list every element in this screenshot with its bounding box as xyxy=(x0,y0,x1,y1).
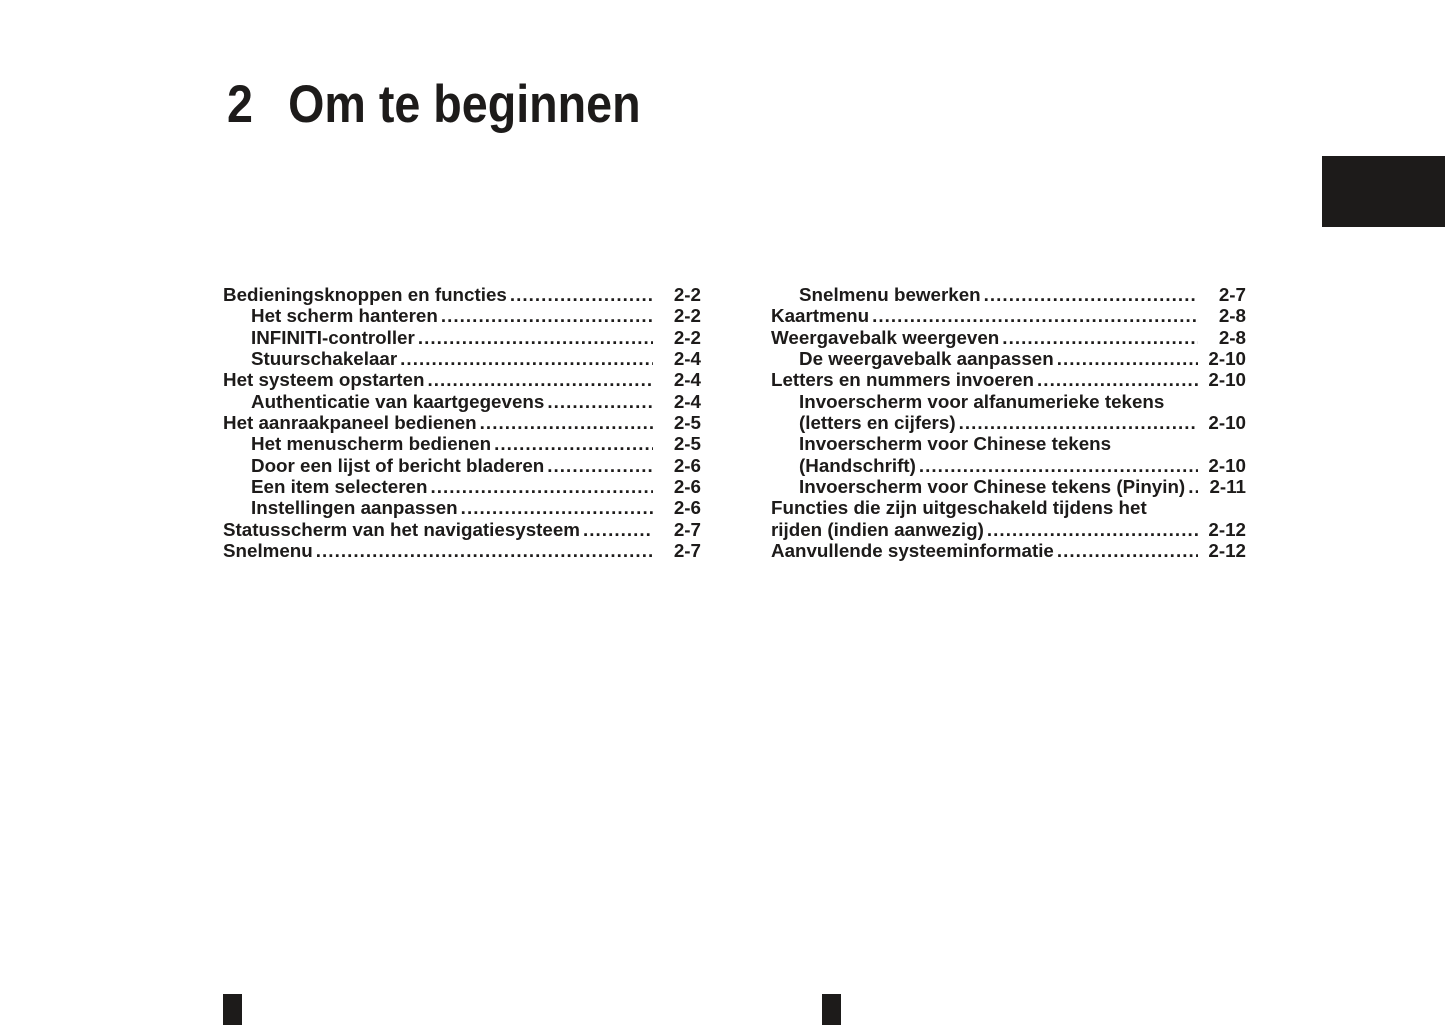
dot-leader xyxy=(461,497,653,518)
toc-entry-label: Snelmenu bewerken xyxy=(799,284,981,305)
dot-leader xyxy=(494,433,653,454)
dot-leader xyxy=(1002,327,1198,348)
toc-entry-label: Het systeem opstarten xyxy=(223,369,425,391)
toc-entry xyxy=(223,348,701,369)
toc-entry-label: Statusscherm van het navigatiesysteem xyxy=(223,518,580,540)
toc-entry xyxy=(771,369,1246,390)
toc-entry xyxy=(223,412,701,433)
toc-entry-label: Weergavebalk weergeven xyxy=(771,326,1000,348)
toc-entry-page: 2-5 xyxy=(673,433,701,455)
toc-entry-label: Letters en nummers invoeren xyxy=(771,369,1035,391)
toc-entry-page: 2-2 xyxy=(673,305,701,327)
toc-entry xyxy=(223,476,701,497)
dot-leader xyxy=(316,540,653,561)
toc-entry-page: 2-8 xyxy=(1218,305,1246,327)
toc-entry-label: rijden (indien aanwezig) xyxy=(771,518,984,540)
toc-entry xyxy=(771,540,1246,561)
dot-leader xyxy=(418,327,653,348)
toc-entry-page: 2-4 xyxy=(673,369,701,391)
toc-entry-page: 2-10 xyxy=(1208,369,1246,391)
toc-entry-label: Stuurschakelaar xyxy=(251,348,398,370)
toc-entry-page: 2-2 xyxy=(673,284,701,305)
toc-column-left xyxy=(223,284,701,561)
toc-entry xyxy=(223,455,701,476)
toc-entry-page: 2-2 xyxy=(673,326,701,348)
dot-leader xyxy=(430,476,653,497)
toc-entry-page: 2-6 xyxy=(673,454,701,476)
dot-leader xyxy=(441,305,653,326)
toc-entry-label: Een item selecteren xyxy=(251,476,428,498)
toc-entry-page: 2-6 xyxy=(673,497,701,519)
dot-leader xyxy=(984,284,1198,305)
toc-entry-page: 2-10 xyxy=(1208,412,1246,434)
dot-leader xyxy=(427,369,653,390)
dot-leader xyxy=(959,412,1198,433)
toc-entry-label: Invoerscherm voor Chinese tekens xyxy=(799,433,1112,455)
toc-entry-label: Invoerscherm voor alfanumerieke tekens xyxy=(799,390,1165,412)
toc-entry xyxy=(223,327,701,348)
footer-mark-left xyxy=(223,994,242,1025)
toc-entry-page: 2-10 xyxy=(1208,348,1246,370)
toc-entry-page: 2-4 xyxy=(673,390,701,412)
toc-entry xyxy=(771,284,1246,305)
dot-leader xyxy=(510,284,653,305)
toc-entry xyxy=(771,433,1246,454)
toc-entry-page: 2-12 xyxy=(1208,540,1246,562)
toc-entry-label: INFINITI-controller xyxy=(251,326,415,348)
toc-entry xyxy=(771,391,1246,412)
toc-entry-page: 2-5 xyxy=(673,412,701,434)
toc-entry-page: 2-10 xyxy=(1208,454,1246,476)
toc-column-right xyxy=(771,284,1246,561)
toc-entry xyxy=(223,433,701,454)
chapter-thumb-tab xyxy=(1322,156,1445,227)
toc-entry-label: Het scherm hanteren xyxy=(251,305,438,327)
toc-entry xyxy=(771,327,1246,348)
dot-leader xyxy=(547,391,653,412)
toc-entry-label: Authenticatie van kaartgegevens xyxy=(251,390,545,412)
toc-entry-label: Het aanraakpaneel bedienen xyxy=(223,412,477,434)
chapter-heading xyxy=(227,75,641,134)
footer-mark-right xyxy=(822,994,841,1025)
dot-leader xyxy=(1057,348,1198,369)
toc-entry-label: Bedieningsknoppen en functies xyxy=(223,284,507,305)
toc-entry-page: 2-6 xyxy=(673,476,701,498)
toc-entry xyxy=(223,369,701,390)
toc-entry-label: (Handschrift) xyxy=(799,454,916,476)
toc-entry xyxy=(771,455,1246,476)
toc-entry xyxy=(771,412,1246,433)
chapter-title: Om te beginnen xyxy=(288,75,641,134)
toc-entry-page: 2-11 xyxy=(1209,476,1246,498)
toc-entry xyxy=(223,497,701,518)
toc-entry-label: Snelmenu xyxy=(223,540,313,562)
toc-entry xyxy=(223,391,701,412)
toc-entry-label: Instellingen aanpassen xyxy=(251,497,458,519)
toc-entry-label: Functies die zijn uitgeschakeld tijdens het xyxy=(771,497,1147,519)
dot-leader xyxy=(919,455,1198,476)
toc-entry xyxy=(223,284,701,305)
toc-entry-page: 2-12 xyxy=(1208,518,1246,540)
toc-entry xyxy=(223,519,701,540)
dot-leader xyxy=(987,519,1198,540)
toc-entry-label: De weergavebalk aanpassen xyxy=(799,348,1054,370)
dot-leader xyxy=(1037,369,1198,390)
toc-entry-label: (letters en cijfers) xyxy=(799,412,956,434)
table-of-contents xyxy=(223,284,1246,561)
toc-entry-page: 2-7 xyxy=(673,540,701,562)
dot-leader xyxy=(872,305,1198,326)
toc-entry-page: 2-8 xyxy=(1218,326,1246,348)
toc-entry-label: Door een lijst of bericht bladeren xyxy=(251,454,545,476)
toc-entry-page: 2-7 xyxy=(673,518,701,540)
dot-leader xyxy=(547,455,653,476)
toc-entry xyxy=(771,476,1246,497)
toc-entry-label: Kaartmenu xyxy=(771,305,870,327)
toc-entry xyxy=(223,305,701,326)
dot-leader xyxy=(1188,476,1198,497)
toc-entry xyxy=(771,305,1246,326)
toc-entry-page: 2-4 xyxy=(673,348,701,370)
dot-leader xyxy=(400,348,653,369)
toc-entry-label: Aanvullende systeeminformatie xyxy=(771,540,1054,562)
toc-entry-page: 2-7 xyxy=(1218,284,1246,305)
toc-entry xyxy=(223,540,701,561)
toc-entry xyxy=(771,348,1246,369)
dot-leader xyxy=(1057,540,1198,561)
toc-entry-label: Invoerscherm voor Chinese tekens (Pinyin) xyxy=(799,476,1186,498)
chapter-number: 2 xyxy=(227,75,253,134)
toc-entry xyxy=(771,497,1246,518)
toc-entry-label: Het menuscherm bedienen xyxy=(251,433,492,455)
toc-entry xyxy=(771,519,1246,540)
dot-leader xyxy=(583,519,653,540)
dot-leader xyxy=(480,412,653,433)
